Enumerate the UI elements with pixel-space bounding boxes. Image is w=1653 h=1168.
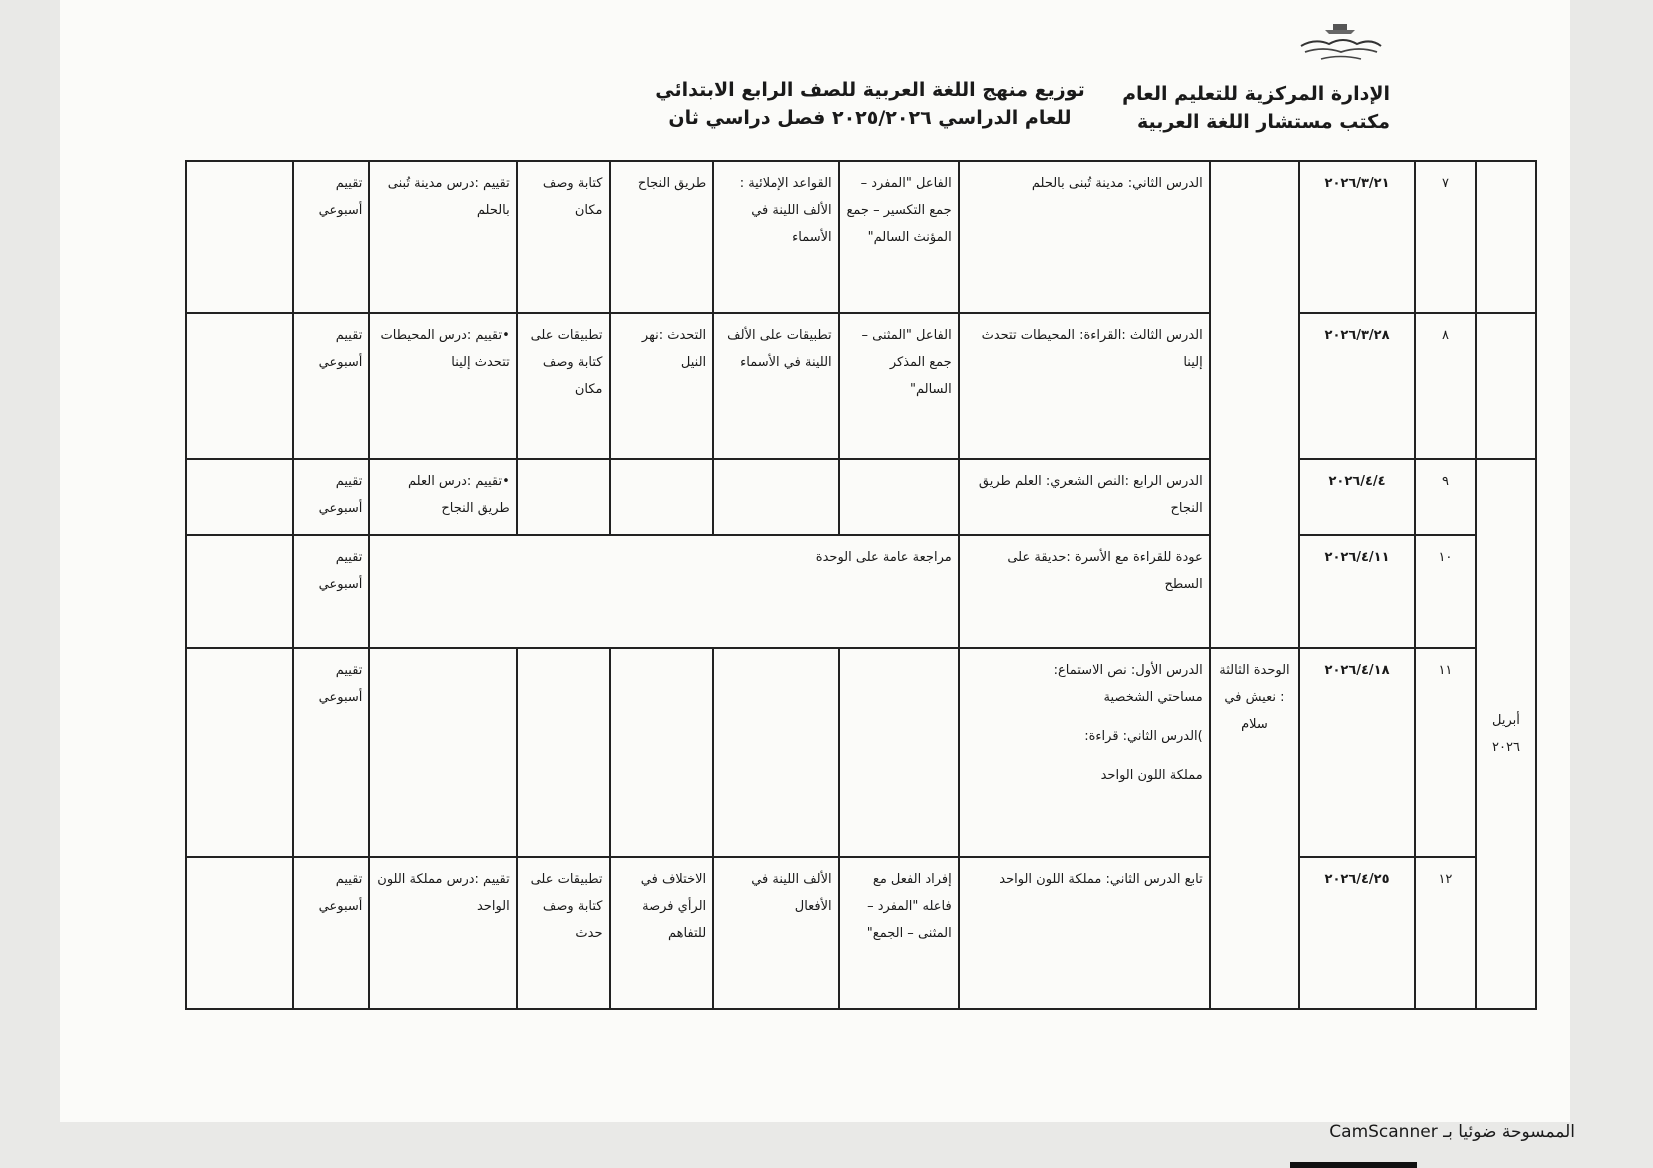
weekly-assessment-cell: تقييم أسبوعي [293,535,369,648]
lesson-cell: عودة للقراءة مع الأسرة :حديقة على السطح [959,535,1210,648]
week-number: ٩ [1415,459,1476,534]
week-date: ٢٠٢٦/٣/٢١ [1299,161,1415,313]
weekly-assessment-cell: تقييم أسبوعي [293,857,369,1009]
lesson-cell: الدرس الثاني: مدينة تُبنى بالحلم [959,161,1210,313]
assessment-cell: تقييم :درس مدينة تُبنى بالحلم [369,161,516,313]
notes-cell [186,857,293,1009]
grammar-cell: إفراد الفعل مع فاعله "المفرد – المثنى – الجمع" [839,857,959,1009]
writing-cell: تطبيقات على كتابة وصف مكان [517,313,610,460]
week-date: ٢٠٢٦/٤/٢٥ [1299,857,1415,1009]
speaking-cell: طريق النجاح [610,161,714,313]
lesson-cell: الدرس الرابع :النص الشعري: العلم طريق النجاح [959,459,1210,534]
table-row [186,459,1536,534]
week-date: ٢٠٢٦/٤/١١ [1299,535,1415,648]
month-cell [1476,161,1536,313]
week-date: ٢٠٢٦/٤/٤ [1299,459,1415,534]
speaking-cell: الاختلاف في الرأي فرصة للتفاهم [610,857,714,1009]
spelling-cell: تطبيقات على الألف اللينة في الأسماء [713,313,839,460]
curriculum-table [185,160,1537,1010]
title-line-1: توزيع منهج اللغة العربية للصف الرابع الابتدائي [655,79,1085,101]
lesson-line: الدرس الأول: نص الاستماع: [1053,662,1203,678]
ministry-logo [1295,22,1385,64]
week-number: ١١ [1415,648,1476,857]
org-line-2: مكتب مستشار اللغة العربية [1136,111,1390,133]
scanner-footer: الممسوحة ضوئيا بـ CamScanner [1329,1122,1575,1142]
weekly-assessment-cell: تقييم أسبوعي [293,313,369,460]
organization-block [1122,80,1390,136]
month-cell: أبريل ٢٠٢٦ [1476,459,1536,1009]
unit-cell: الوحدة الثالثة : نعيش في سلام [1210,648,1299,1009]
unit-cell [1210,161,1299,648]
weekly-assessment-cell: تقييم أسبوعي [293,459,369,534]
speaking-cell: التحدث :نهر النيل [610,313,714,460]
grammar-cell: الفاعل "المثنى – جمع المذكر السالم" [839,313,959,460]
writing-cell: تطبيقات على كتابة وصف حدث [517,857,610,1009]
notes-cell [186,161,293,313]
weekly-assessment-cell: تقييم أسبوعي [293,161,369,313]
week-number: ٧ [1415,161,1476,313]
week-date: ٢٠٢٦/٤/١٨ [1299,648,1415,857]
assessment-cell: •تقييم :درس المحيطات تتحدث إلينا [369,313,516,460]
week-number: ١٢ [1415,857,1476,1009]
assessment-cell [369,648,516,857]
lesson-cell: الدرس الثالث :القراءة: المحيطات تتحدث إلينا [959,313,1210,460]
grammar-cell [839,459,959,534]
spelling-cell [713,459,839,534]
lesson-line: )الدرس الثاني: قراءة: [1084,728,1203,744]
bottom-bar [1290,1162,1417,1168]
writing-cell [517,648,610,857]
org-line-1: الإدارة المركزية للتعليم العام [1122,83,1390,105]
notes-cell [186,648,293,857]
grammar-cell [839,648,959,857]
table-row [186,535,1536,648]
grammar-cell: الفاعل "المفرد – جمع التكسير – جمع المؤنث السالم" [839,161,959,313]
document-title [630,76,1110,132]
week-number: ٨ [1415,313,1476,460]
table-row [186,857,1536,1009]
lesson-line: مساحتي الشخصية [1103,689,1203,705]
lesson-cell: تابع الدرس الثاني: مملكة اللون الواحد [959,857,1210,1009]
notes-cell [186,313,293,460]
review-cell: مراجعة عامة على الوحدة [369,535,958,648]
spelling-cell: القواعد الإملائية : الألف اللينة في الأسماء [713,161,839,313]
title-line-2: للعام الدراسي ٢٠٢٥/٢٠٢٦ فصل دراسي ثان [668,107,1072,129]
notes-cell [186,459,293,534]
spelling-cell: الألف اللينة في الأفعال [713,857,839,1009]
speaking-cell [610,459,714,534]
writing-cell [517,459,610,534]
notes-cell [186,535,293,648]
table-row [186,648,1536,857]
table-row [186,161,1536,313]
assessment-cell: تقييم :درس مملكة اللون الواحد [369,857,516,1009]
assessment-cell: •تقييم :درس العلم طريق النجاح [369,459,516,534]
table-row [186,313,1536,460]
week-date: ٢٠٢٦/٣/٢٨ [1299,313,1415,460]
month-cell [1476,313,1536,460]
writing-cell: كتابة وصف مكان [517,161,610,313]
speaking-cell [610,648,714,857]
lesson-cell [959,648,1210,857]
lesson-line: مملكة اللون الواحد [1100,767,1203,783]
weekly-assessment-cell: تقييم أسبوعي [293,648,369,857]
spelling-cell [713,648,839,857]
week-number: ١٠ [1415,535,1476,648]
